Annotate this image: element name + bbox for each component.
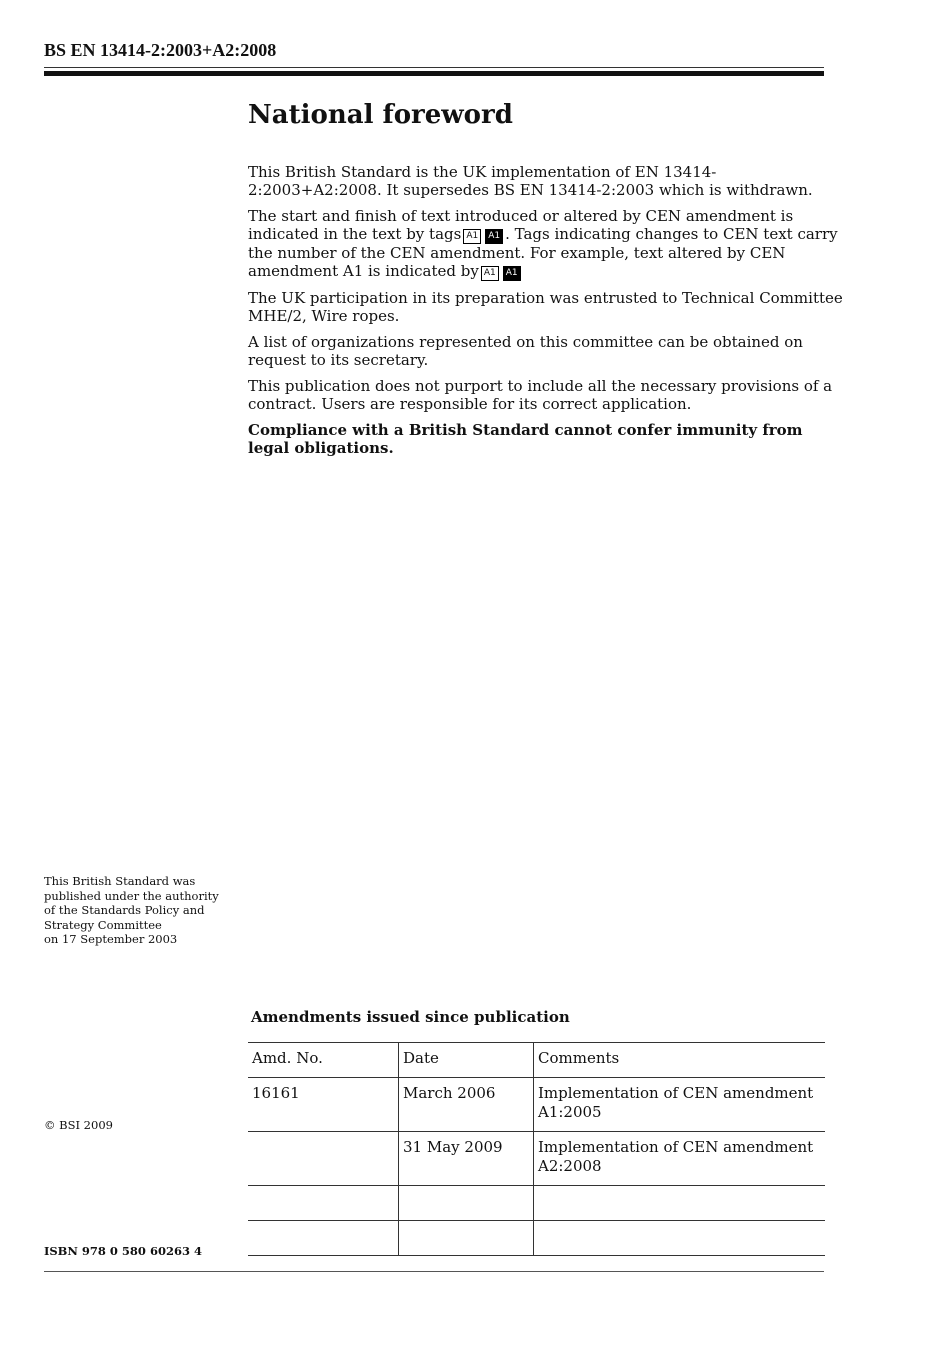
- paragraph-implementation: This British Standard is the UK implementation of EN 13414-2:2003+A2:2008. It supersedes BS EN 13414-2:2003 which is withdrawn.: [248, 163, 813, 199]
- paragraph-amendment-tags: [248, 207, 848, 281]
- isbn: ISBN 978 0 580 60263 4: [44, 1244, 202, 1258]
- cell-comments: Implementation of CEN amendment A2:2008: [534, 1132, 826, 1186]
- foreword-body: [248, 163, 848, 465]
- document-id: BS EN 13414-2:2003+A2:2008: [44, 40, 277, 60]
- cell-date: 31 May 2009: [399, 1132, 534, 1186]
- amendment-close-tag-icon: A1: [503, 266, 521, 281]
- cell-date: March 2006: [399, 1078, 534, 1132]
- column-header-amd-no: Amd. No.: [248, 1043, 399, 1078]
- paragraph-amendment-tags-start: The start and finish of text introduced or altered by CEN amendment is indicated in the text by tags: [248, 207, 794, 243]
- table-row: [248, 1221, 825, 1256]
- cell-date: [399, 1186, 534, 1221]
- footer-rule: [44, 1271, 824, 1272]
- table-row: [248, 1078, 825, 1132]
- publication-note-line: on 17 September 2003: [44, 932, 178, 946]
- header-rule-thin: [44, 67, 824, 68]
- paragraph-organizations: A list of organizations represented on this committee can be obtained on request to its secretary.: [248, 333, 803, 369]
- amendments-table: [248, 1042, 825, 1256]
- column-header-date: Date: [399, 1043, 534, 1078]
- amendment-close-tag-icon: A1: [485, 229, 503, 244]
- publication-note: [44, 874, 234, 947]
- page-title: National foreword: [248, 100, 513, 130]
- paragraph-committee: The UK participation in its preparation was entrusted to Technical Committee MHE/2, Wire ropes.: [248, 289, 843, 325]
- amendments-title: Amendments issued since publication: [251, 1008, 570, 1026]
- cell-amd-no: [248, 1132, 399, 1186]
- publication-note-line: Strategy Committee: [44, 917, 162, 932]
- cell-amd-no: [248, 1186, 399, 1221]
- cell-comments: Implementation of CEN amendment A1:2005: [534, 1078, 826, 1132]
- cell-amd-no: [248, 1221, 399, 1256]
- cell-comments: [534, 1221, 826, 1256]
- amendment-open-tag-icon: A1: [463, 229, 481, 244]
- cell-comments: [534, 1186, 826, 1221]
- publication-note-line: of the Standards Policy and: [44, 903, 205, 917]
- table-row: [248, 1186, 825, 1221]
- table-row: [248, 1132, 825, 1186]
- paragraph-compliance: Compliance with a British Standard cannot confer immunity from legal obligations.: [248, 421, 803, 457]
- copyright: © BSI 2009: [44, 1118, 113, 1132]
- paragraph-provisions: This publication does not purport to include all the necessary provisions of a contract. Users are responsible for its correct application.: [248, 377, 833, 413]
- paragraph-amendment-tags-end: . Tags indicating changes to CEN text carry the number of the CEN amendment. For example, text altered by CEN amendment A1 is indicated by: [248, 225, 838, 280]
- publication-note-line: This British Standard was: [44, 874, 196, 888]
- cell-amd-no: 16161: [248, 1078, 399, 1132]
- amendment-open-tag-icon: A1: [481, 266, 499, 281]
- table-header-row: [248, 1043, 825, 1078]
- publication-note-line: published under the authority: [44, 888, 219, 903]
- cell-date: [399, 1221, 534, 1256]
- column-header-comments: Comments: [534, 1043, 826, 1078]
- header-rule-thick: [44, 71, 824, 76]
